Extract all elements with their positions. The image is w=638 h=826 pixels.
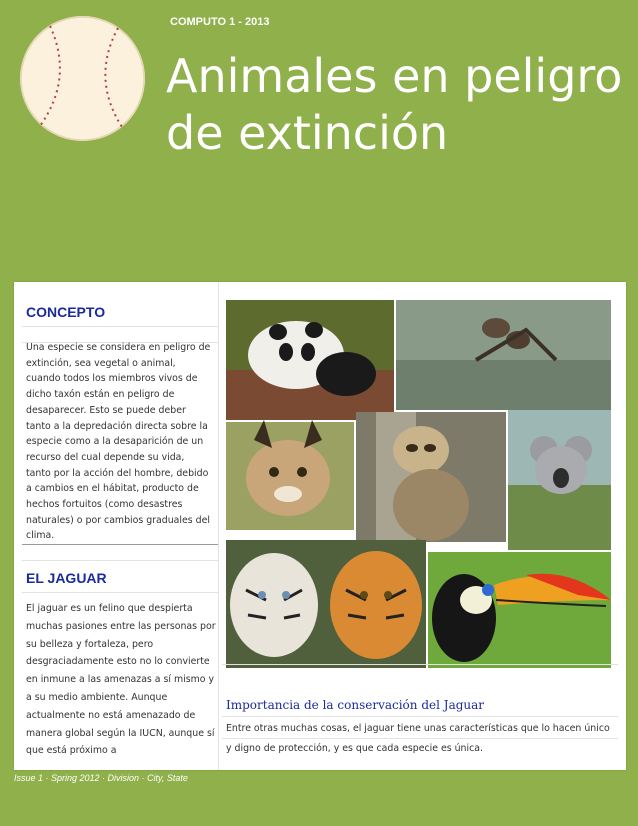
concept-text: Una especie se considera en peligro de extinción, sea vegetal o animal, cuando todos los miembros vivos de dicho taxón están en peligro de desaparecer. Esto se puede deber tanto a la depredación directa sobre la especie como a la desaparición de un recurso del cual depende su vida, tanto por la acción del hombre, debido a cambios en el hábitat, producto de hechos fortuitos (como desastres naturales) o por cambios graduales del clima. [26,342,211,542]
sloth-photo [356,412,506,542]
importance-text: Entre otras muchas cosas, el jaguar tiene unas características que lo hacen único y digno de protección, y es que cada especie es única. [226,723,610,754]
monkeys-photo [396,300,611,410]
rule [22,326,218,327]
footer-text: Issue 1 · Spring 2012 · Division · City, State [14,773,188,783]
baseball-icon [20,16,145,141]
lynx-photo [226,420,354,530]
rule [222,716,618,717]
baseball-logo [20,16,145,141]
importance-heading: Importancia de la conservación del Jaguar [226,698,485,712]
toucan-photo [428,552,611,668]
rule [22,560,218,561]
header-kicker: COMPUTO 1 - 2013 [170,16,270,28]
jaguar-text: El jaguar es un felino que despierta muchas pasiones entre las personas por su belleza y fortaleza, pero desgraciadamente esto no lo convierte en inmune a las amenazas a sí mismo y a su medio ambiente. Aunque actualmente no está amenazado de manera global según la IUCN, aunque sí que está próximo a [26,603,216,757]
rule [22,592,218,593]
rule [22,544,218,545]
content-sheet [14,282,626,770]
jaguar-heading: EL JAGUAR [26,570,107,586]
page-title: Animales en peligro de extinción [166,49,623,160]
panda-photo [226,300,394,420]
rule [222,664,618,665]
koala-photo [508,410,611,550]
tigers-photo [226,540,426,668]
animal-collage [226,300,611,668]
concept-heading: CONCEPTO [26,304,106,320]
